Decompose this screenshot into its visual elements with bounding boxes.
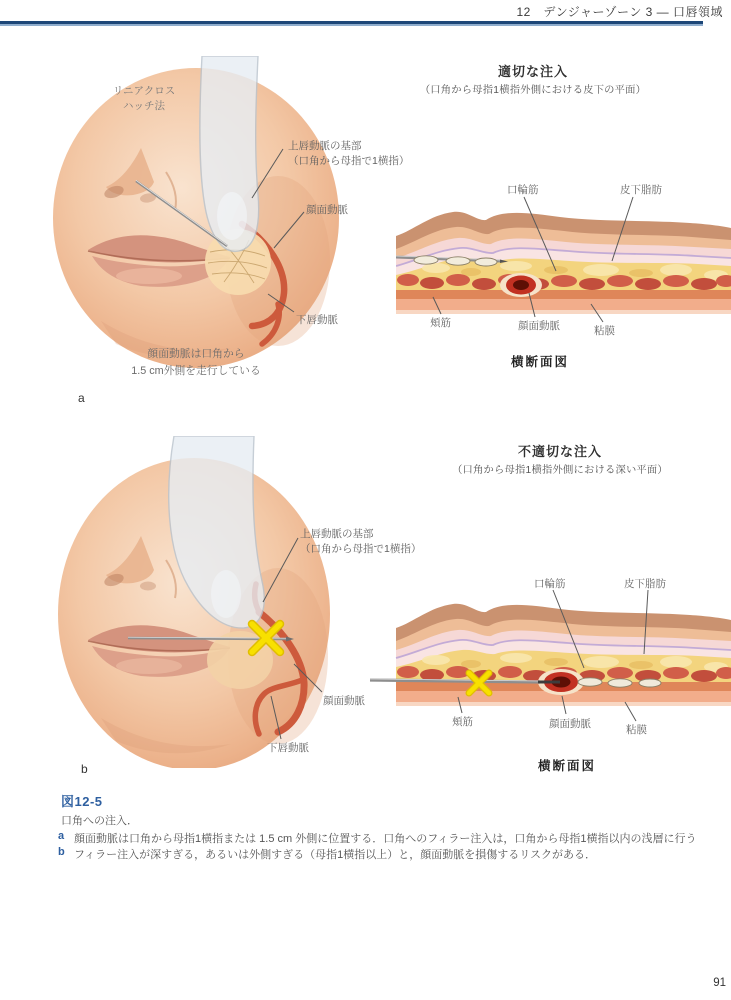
label-mucosa-b: 粘膜 xyxy=(626,724,647,736)
label-buccinator-b: 頬筋 xyxy=(452,716,473,728)
mucosa-edge xyxy=(396,310,731,314)
filler-deposits xyxy=(578,678,661,687)
technique-label: リニアクロス ハッチ法 xyxy=(112,85,176,112)
figure-intro: 口角への注入． xyxy=(61,815,138,827)
cross-section-caption-b: 横断面図 xyxy=(537,759,596,773)
figure-caption-item-a xyxy=(58,830,696,846)
buccinator-band xyxy=(396,290,731,299)
label-subcut-fat-a: 皮下脂肪 xyxy=(620,184,662,196)
label-cs-facial-artery-a: 顔面動脈 xyxy=(518,320,560,332)
header-rule xyxy=(0,21,703,26)
label-subcut-fat-b: 皮下脂肪 xyxy=(624,578,666,590)
label-cs-facial-artery-b: 顔面動脈 xyxy=(549,718,591,730)
thumb xyxy=(200,56,259,251)
page-number: 91 xyxy=(713,977,726,989)
label-superior-labial-artery-a: 上唇動脈の基部 （口角から母指で1横指） xyxy=(288,140,410,167)
label-inferior-labial-artery-b: 下唇動脈 xyxy=(267,742,309,754)
facial-artery-ring xyxy=(500,273,542,297)
mucosa-band xyxy=(396,299,731,310)
label-orbicularis-b: 口輪筋 xyxy=(534,578,566,590)
panel-b-title: 不適切な注入 xyxy=(517,444,602,459)
caption-text-b: フィラー注入が深すぎる，あるいは外側すぎる（母指1横指以上）と，顔面動脈を損傷するリスクがある． xyxy=(74,849,597,861)
face-illustration-inappropriate xyxy=(56,436,356,768)
cross-section-caption-a: 横断面図 xyxy=(510,355,569,369)
cross-section-inappropriate xyxy=(370,592,731,720)
cross-section-appropriate xyxy=(396,200,731,328)
caption-marker-a: a xyxy=(58,830,65,842)
label-facial-artery-b: 顔面動脈 xyxy=(323,695,365,707)
label-inferior-labial-artery-a: 下唇動脈 xyxy=(296,314,338,326)
label-mucosa-a: 粘膜 xyxy=(594,325,615,337)
panel-a-title: 適切な注入 xyxy=(497,64,568,79)
label-orbicularis-a: 口輪筋 xyxy=(507,184,539,196)
label-superior-labial-artery-b: 上唇動脈の基部 （口角から母指で1横指） xyxy=(300,528,422,555)
panel-marker-b: b xyxy=(81,762,88,776)
caption-text-a: 顔面動脈は口角から母指1横指または 1.5 cm 外側に位置する．口角へのフィラー注入は，口角から母指1横指以内の浅層に行う xyxy=(74,833,697,845)
panel-b-subtitle: （口角から母指1横指外側における深い平面） xyxy=(452,465,668,476)
facial-artery-note: 顔面動脈は口角から 1.5 cm外側を走行している xyxy=(131,348,261,377)
label-buccinator-a: 頬筋 xyxy=(430,317,451,329)
chapter-header: 12 デンジャーゾーン 3 ― 口唇領域 xyxy=(516,5,723,19)
figure-caption-item-b xyxy=(58,846,596,862)
label-facial-artery-a: 顔面動脈 xyxy=(306,204,348,216)
panel-marker-a: a xyxy=(78,391,85,405)
panel-a-subtitle: （口角から母指1横指外側における皮下の平面） xyxy=(419,85,647,96)
caption-marker-b: b xyxy=(58,846,65,858)
figure-id: 図12-5 xyxy=(61,794,103,809)
